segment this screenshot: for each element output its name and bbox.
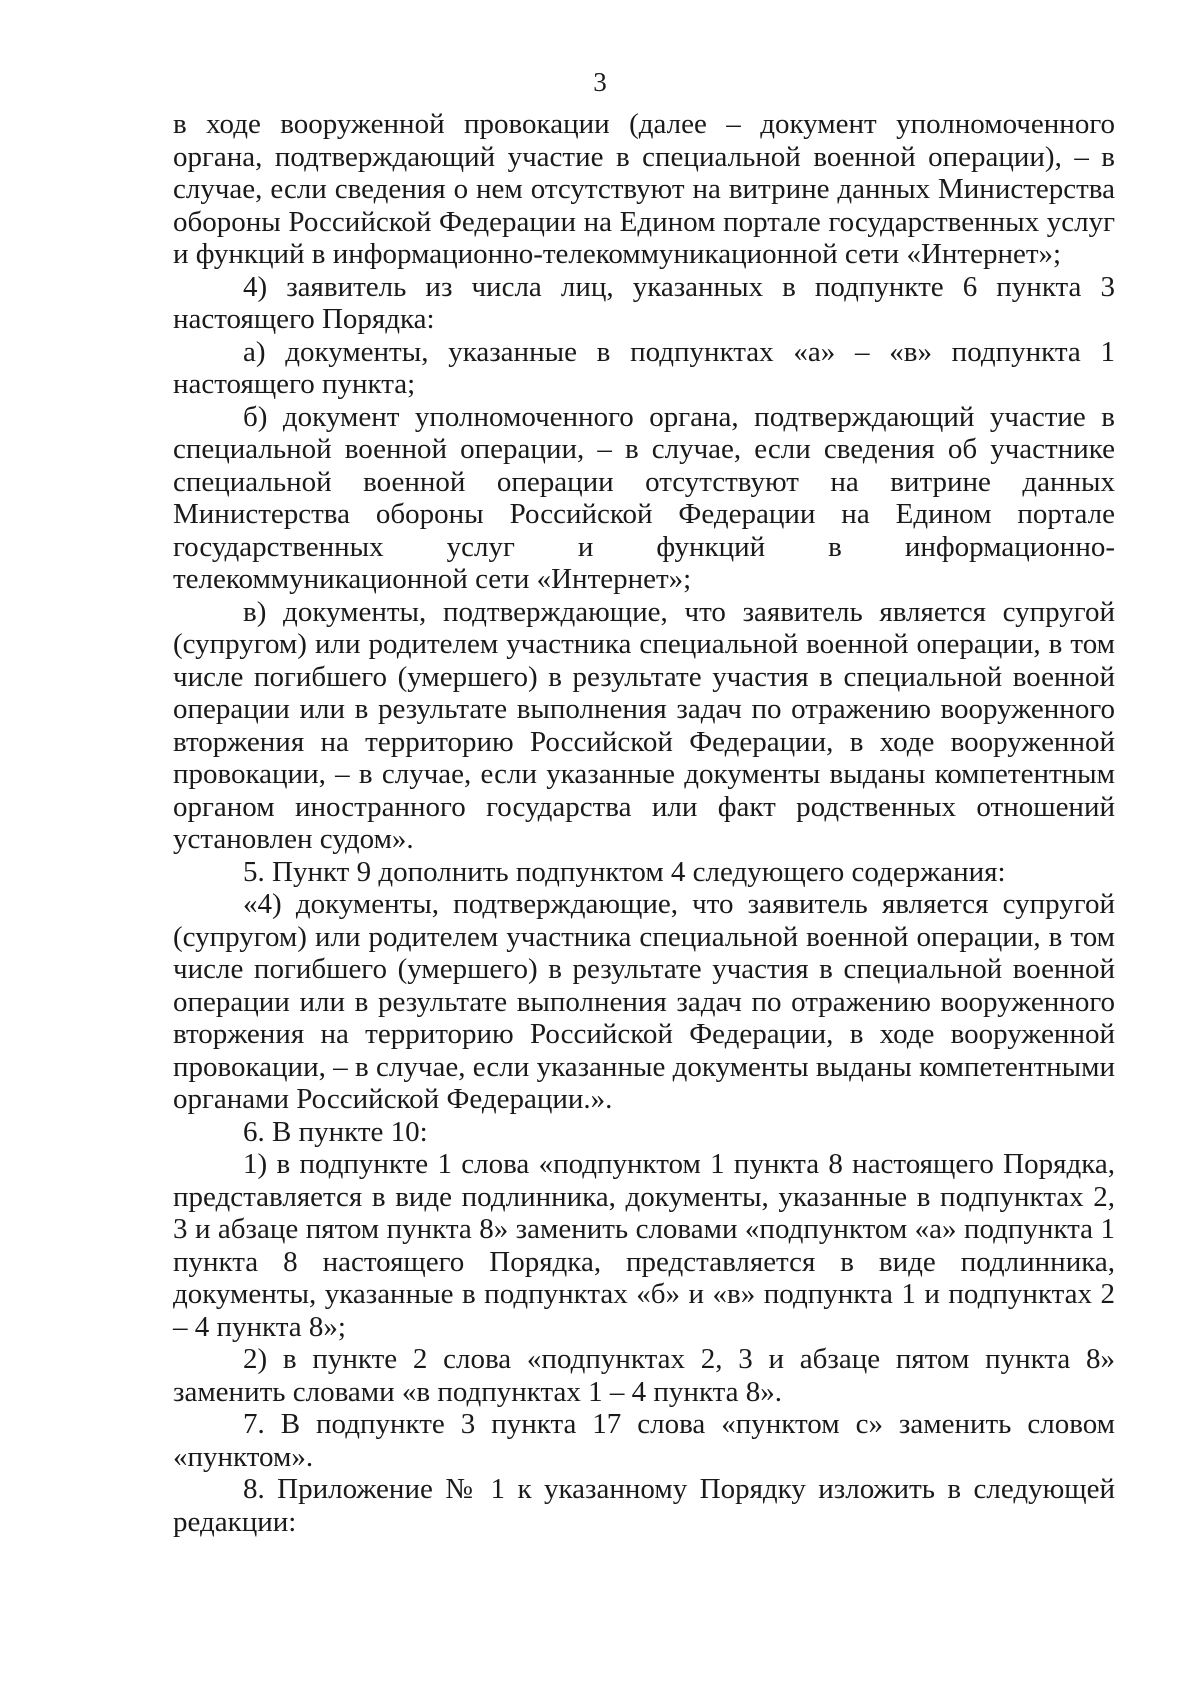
- document-body: [173, 108, 1115, 1538]
- paragraph-continuation: в ходе вооруженной провокации (далее – документ уполномоченного органа, подтверждающий участие в специальной военной операции), – в случае, если сведения о нем отсутствуют на витрине данных Министерства обороны Российской Федерации на Едином портале государственных услуг и функций в информационно-телекоммуникационной сети «Интернет»;: [173, 108, 1115, 270]
- paragraph-item-8: 8. Приложение № 1 к указанному Порядку изложить в следующей редакции:: [173, 1473, 1115, 1538]
- paragraph-item-5: 5. Пункт 9 дополнить подпунктом 4 следующего содержания:: [243, 855, 1006, 888]
- paragraph-item-5-text: «4) документы, подтверждающие, что заявитель является супругой (супругом) или родителем участника специальной военной операции, в том числе погибшего (умершего) в результате участия в специальной военной операции или в результате выполнения задач по отражению вооруженного вторжения на территорию Российской Федерации, в ходе вооруженной провокации, – в случае, если указанные документы выданы компетентными органами Российской Федерации.».: [173, 888, 1115, 1115]
- paragraph-item-6-sub-2: 2) в пункте 2 слова «подпунктах 2, 3 и абзаце пятом пункта 8» заменить словами «в подпунктах 1 – 4 пункта 8».: [173, 1343, 1115, 1408]
- page-number: 3: [593, 67, 607, 97]
- paragraph-item-6: 6. В пункте 10:: [243, 1115, 428, 1148]
- paragraph-subitem-b: б) документ уполномоченного органа, подтверждающий участие в специальной военной операции, – в случае, если сведения об участнике специальной военной операции отсутствуют на витрине данных Министерства обороны Российской Федерации на Едином портале государственных услуг и функций в информационно-телекоммуникационной сети «Интернет»;: [173, 400, 1115, 595]
- paragraph-item-6-sub-1: 1) в подпункте 1 слова «подпунктом 1 пункта 8 настоящего Порядка, представляется в виде подлинника, документы, указанные в подпунктах 2, 3 и абзаце пятом пункта 8» заменить словами «подпунктом «а» подпункта 1 пункта 8 настоящего Порядка, представляется в виде подлинника, документы, указанные в подпунктах «б» и «в» подпункта 1 и подпунктах 2 – 4 пункта 8»;: [173, 1148, 1115, 1343]
- paragraph-item-7: 7. В подпункте 3 пункта 17 слова «пунктом с» заменить словом «пунктом».: [173, 1408, 1115, 1473]
- paragraph-subitem-v: в) документы, подтверждающие, что заявитель является супругой (супругом) или родителем участника специальной военной операции, в том числе погибшего (умершего) в результате участия в специальной военной операции или в результате выполнения задач по отражению вооруженного вторжения на территорию Российской Федерации, в ходе вооруженной провокации, – в случае, если указанные документы выданы компетентным органом иностранного государства или факт родственных отношений установлен судом».: [173, 595, 1115, 855]
- paragraph-subitem-4: 4) заявитель из числа лиц, указанных в подпункте 6 пункта 3 настоящего Порядка:: [173, 270, 1115, 335]
- paragraph-subitem-a: а) документы, указанные в подпунктах «а» – «в» подпункта 1 настоящего пункта;: [173, 335, 1115, 400]
